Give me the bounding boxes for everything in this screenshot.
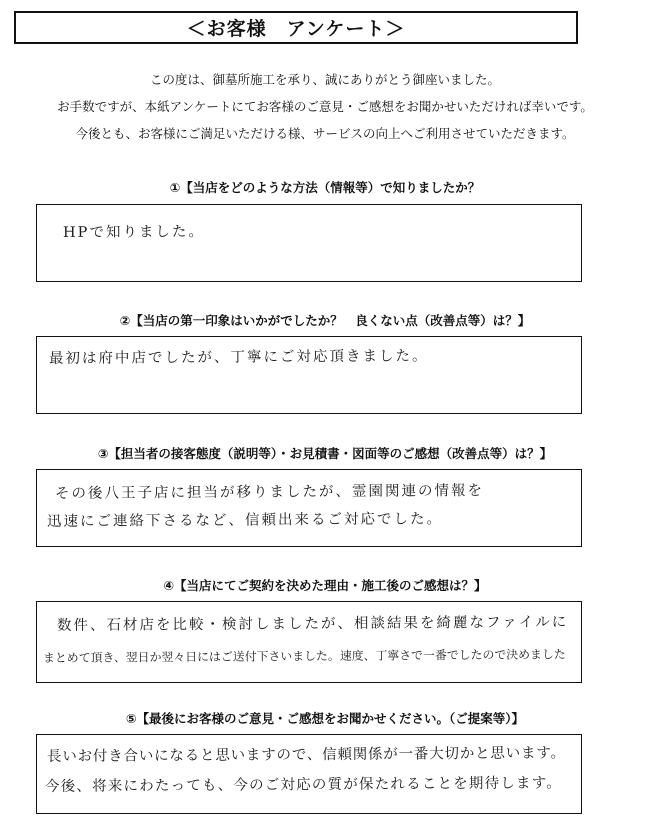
answer-1-box [36,204,582,282]
intro-line-1: この度は、御墓所施工を承り、誠にありがとう御座いました。 [149,72,500,87]
answer-1-line-1: HPで知りました。 [62,224,205,241]
answer-2-line-1: 最初は府中店でしたが、丁寧にご対応頂きました。 [48,348,429,367]
answer-4-line-1: 数件、石材店を比較・検討しましたが、相談結果を綺麗なファイルに [56,614,569,634]
intro-line-2: お手数ですが、本紙アンケートにてお客様のご意見・ご感想をお聞かせいただければ幸いです。 [57,99,593,114]
answer-4-box [36,601,582,683]
question-1-label: ①【当店をどのような方法（情報等）で知りましたか？ [169,180,481,195]
answer-3-box [36,469,582,547]
intro-line-3: 今後とも、お客様にご満足いただける様、サービスの向上へご利用させていただきます。 [75,126,575,141]
question-3-label: ③【担当者の接客態度（説明等）・お見積書・図面等のご感想（改善点等）は？】 [97,446,553,461]
answer-3-line-1: その後八王子店に担当が移りましたが、霊園関連の情報を [54,483,485,502]
question-2-label: ②【当店の第一印象はいかがでしたか？ 良くない点（改善点等）は？】 [119,313,531,328]
survey-title: ＜お客様 アンケート＞ [14,11,578,44]
answer-3-line-2: 迅速にご連絡下さるなど、信頼出来るご対応でした。 [46,511,444,530]
answer-2-box [36,336,582,414]
answer-5-box [36,734,582,814]
answer-4-line-2: まとめて頂き、翌日か翌々日にはご送付下さいました。速度、丁寧さで一番でしたので決めました [42,647,566,665]
question-5-label: ⑤【最後にお客様のご意見・ご感想をお聞かせください。（ご提案等）】 [125,711,525,726]
question-4-label: ④【当店にてご契約を決めた理由・施工後のご感想は？】 [163,578,487,593]
answer-5-line-2: 今後、将来にわたっても、今のご対応の質が保たれることを期待します。 [44,775,562,795]
answer-5-line-1: 長いお付き合いになると思いますので、信頼関係が一番大切かと思います。 [46,745,566,765]
